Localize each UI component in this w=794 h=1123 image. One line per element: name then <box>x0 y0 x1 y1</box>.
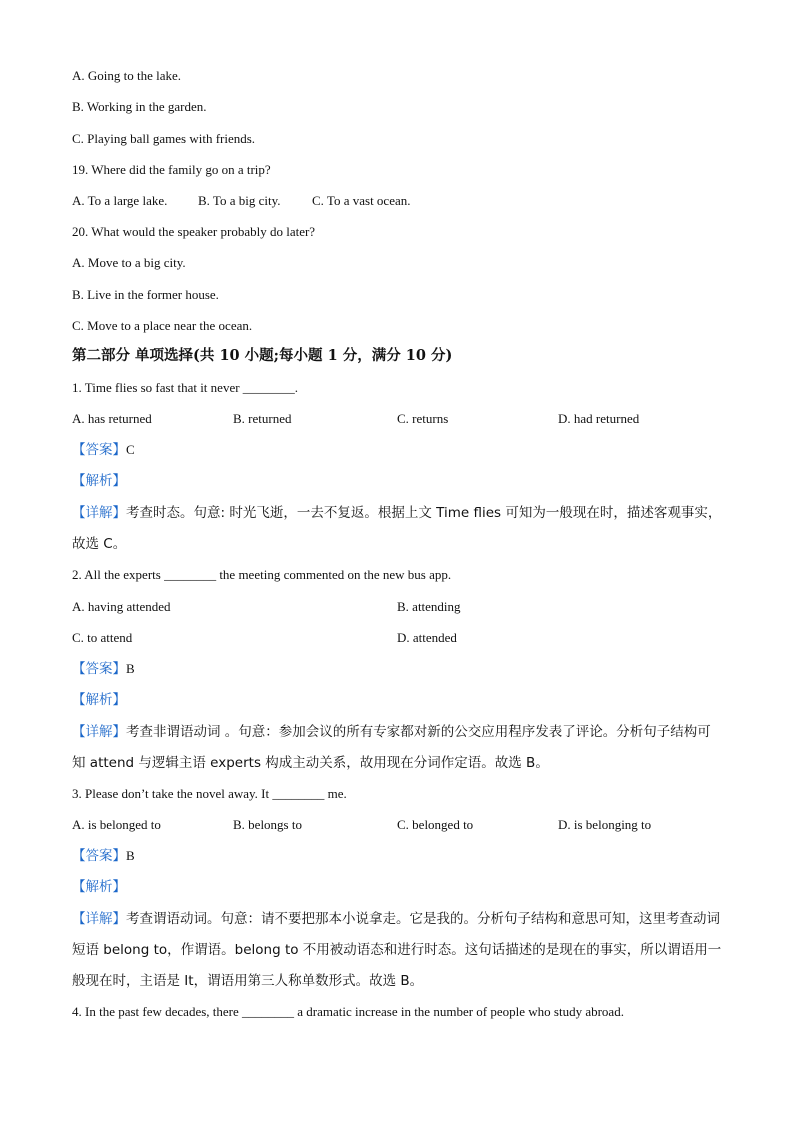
q19-question: 19. Where did the family go on a trip? <box>72 162 271 177</box>
q1-option-b: B. returned <box>233 411 292 426</box>
q3-answer-value: B <box>126 848 135 863</box>
q3-detail <box>72 904 724 997</box>
q1-option-a: A. has returned <box>72 411 152 426</box>
q18-option-b: B. Working in the garden. <box>72 99 207 114</box>
q20-option-b: B. Live in the former house. <box>72 287 219 302</box>
q3-analysis <box>72 878 126 896</box>
q2-answer <box>72 660 135 678</box>
q2-option-b: B. attending <box>397 599 461 614</box>
q1-option-c: C. returns <box>397 411 449 426</box>
analysis-tag: 【解析】 <box>72 473 126 489</box>
detail-tag: 【详解】 <box>72 724 126 740</box>
q2-answer-value: B <box>126 661 135 676</box>
q19-option-a: A. To a large lake. <box>72 193 168 208</box>
q3-option-c: C. belonged to <box>397 817 474 832</box>
q3-option-a: A. is belonged to <box>72 817 161 832</box>
q1-option-d: D. had returned <box>558 411 640 426</box>
q3-option-b: B. belongs to <box>233 817 302 832</box>
answer-tag: 【答案】 <box>72 661 126 677</box>
q18-option-a: A. Going to the lake. <box>72 68 182 83</box>
analysis-tag: 【解析】 <box>72 692 126 708</box>
q2-option-a: A. having attended <box>72 599 171 614</box>
q2-detail-text: 考查非谓语动词 。句意：参加会议的所有专家都对新的公交应用程序发表了评论。分析句子结构可知 attend 与逻辑主语 experts 构成主动关系，故用现在分词作定语。故选 B。 <box>72 724 711 771</box>
q3-detail-text: 考查谓语动词。句意：请不要把那本小说拿走。它是我的。分析句子结构和意思可知，这里考查动词短语 belong to，作谓语。belong to 不用被动语态和进行时态。这句话描述的是现在的事实，所以谓语用一般现在时，主语是 It，谓语用第三人称单数形式。故选 B。 <box>72 911 722 989</box>
q1-answer <box>72 441 135 459</box>
q20-option-a: A. Move to a big city. <box>72 255 186 270</box>
section2-title: 第二部分 单项选择(共 10 小题;每小题 1 分，满分 10 分) <box>72 347 453 364</box>
answer-tag: 【答案】 <box>72 442 126 458</box>
q19-option-c: C. To a vast ocean. <box>312 193 411 208</box>
q1-analysis <box>72 472 126 490</box>
q2-analysis <box>72 691 126 709</box>
q20-option-c: C. Move to a place near the ocean. <box>72 318 253 333</box>
q4-question: 4. In the past few decades, there ________ a dramatic increase in the number of people who study abroad. <box>72 1004 624 1019</box>
q2-option-c: C. to attend <box>72 630 133 645</box>
q3-answer <box>72 847 135 865</box>
q1-detail <box>72 498 724 560</box>
q19-option-b: B. To a big city. <box>198 193 281 208</box>
q2-option-d: D. attended <box>397 630 457 645</box>
q1-detail-text: 考查时态。句意: 时光飞逝，一去不复返。根据上文 Time flies 可知为一般现在时，描述客观事实，故选 C。 <box>72 505 722 552</box>
q2-question: 2. All the experts ________ the meeting commented on the new bus app. <box>72 567 452 582</box>
q20-question: 20. What would the speaker probably do later? <box>72 224 316 239</box>
detail-tag: 【详解】 <box>72 911 126 927</box>
q18-option-c: C. Playing ball games with friends. <box>72 131 256 146</box>
answer-tag: 【答案】 <box>72 848 126 864</box>
q3-option-d: D. is belonging to <box>558 817 652 832</box>
analysis-tag: 【解析】 <box>72 879 126 895</box>
q1-answer-value: C <box>126 442 135 457</box>
q2-detail <box>72 717 724 779</box>
q1-question: 1. Time flies so fast that it never ________. <box>72 380 299 395</box>
detail-tag: 【详解】 <box>72 505 126 521</box>
q3-question: 3. Please don’t take the novel away. It ________ me. <box>72 786 347 801</box>
